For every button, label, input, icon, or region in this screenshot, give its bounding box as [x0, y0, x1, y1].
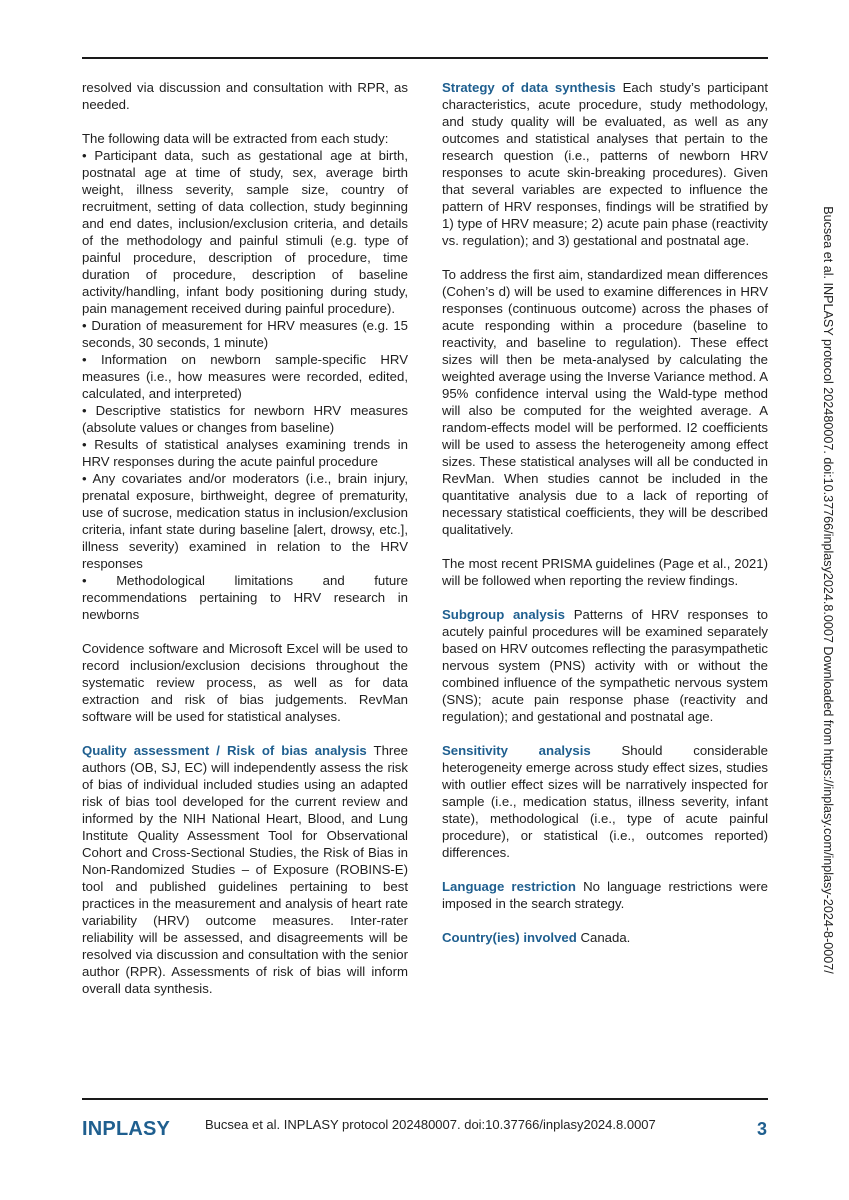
- inplasy-logo: INPLASY: [82, 1118, 171, 1140]
- section-heading: Quality assessment / Risk of bias analysis: [82, 743, 367, 758]
- top-rule: [82, 57, 768, 59]
- section-body: Canada.: [576, 930, 631, 945]
- left-column: [82, 79, 408, 1014]
- paragraph-first-aim: To address the first aim, standardized mean differences (Cohen’s d) will be used to examine differences in HRV responses (continuous outcome) across the phases of acute responding within a procedure (baseline to reactivity, and baseline to regulation). These effect sizes will then be meta-analysed by calculating the weighted average using the Inverse Variance method. A 95% confidence interval using the Wald-type method will also be computed for the weighted average. A random-effects model will be performed. I2 coefficients will be used to assess the heterogeneity among effect sizes. These statistical analyses will all be conducted in RevMan. When studies cannot be included in the quantitative analysis due to a lack of reporting of necessary statistical coefficients, they will be described qualitatively.: [442, 267, 768, 537]
- section-heading: Strategy of data synthesis: [442, 80, 616, 95]
- section-country: [442, 929, 768, 946]
- bottom-rule: [82, 1098, 768, 1100]
- list-item: • Results of statistical analyses examining trends in HRV responses during the acute painful procedure: [82, 437, 408, 469]
- section-heading: Language restriction: [442, 879, 576, 894]
- list-item: • Participant data, such as gestational age at birth, postnatal age at time of study, sex, average birth weight, illness severity, sample size, country of recruitment, setting of data collection, study beginning and end dates, inclusion/exclusion criteria, and details of the methodology and painful stimuli (e.g. type of painful procedure, description of procedure, time duration of procedure, description of baseline activity/handling, infant body positioning during study, pain management received during painful procedure).: [82, 148, 408, 316]
- section-heading: Subgroup analysis: [442, 607, 566, 622]
- footer-citation: Bucsea et al. INPLASY protocol 202480007. doi:10.37766/inplasy2024.8.0007: [205, 1117, 656, 1132]
- section-heading: Sensitivity analysis: [442, 743, 591, 758]
- paragraph-prisma: The most recent PRISMA guidelines (Page et al., 2021) will be followed when reporting the review findings.: [442, 556, 768, 588]
- right-column: [442, 79, 768, 963]
- section-body: Should considerable heterogeneity emerge across study effect sizes, studies with outlier effect sizes will be narratively inspected for sample (i.e., medication status, illness severity, infant state), methodological (i.e., type of acute painful procedure), or statistical (i.e., outcomes reported) differences.: [442, 743, 768, 860]
- extraction-list: [82, 147, 408, 623]
- section-body: Patterns of HRV responses to acutely painful procedures will be examined separately based on HRV outcomes reflecting the parasympathetic nervous system (PNS) activity with or without the combined influence of the sympathetic nervous system (SNS); acute pain response phase (reactivity and regulation); and gestational and postnatal age.: [442, 607, 768, 724]
- section-language: [442, 878, 768, 912]
- list-item: • Descriptive statistics for newborn HRV measures (absolute values or changes from baseline): [82, 403, 408, 435]
- list-item: • Methodological limitations and future recommendations pertaining to HRV research in newborns: [82, 573, 408, 622]
- list-item: • Any covariates and/or moderators (i.e., brain injury, prenatal exposure, birthweight, degree of prematurity, use of sucrose, medication status in inclusion/exclusion criteria, infant state during baseline [alert, drowsy, etc.], illness severity) examined in relation to the HRV responses: [82, 471, 408, 571]
- paragraph-software: Covidence software and Microsoft Excel will be used to record inclusion/exclusion decisions throughout the systematic review process, as well as for data extraction and risk of bias judgements. RevMan software will be used for statistical analyses.: [82, 641, 408, 724]
- paragraph-extraction-intro: The following data will be extracted from each study:: [82, 131, 389, 146]
- page-number: 3: [757, 1119, 768, 1139]
- paragraph-resolution: resolved via discussion and consultation with RPR, as needed.: [82, 80, 408, 112]
- section-quality-assessment: [82, 742, 408, 997]
- section-body: No language restrictions were imposed in the search strategy.: [442, 879, 768, 911]
- section-body: Each study’s participant characteristics, acute procedure, study methodology, and study quality will be evaluated, as well as any outcomes and statistical analyses that pertain to the research question (i.e., patterns of newborn HRV responses to acute skin-breaking procedures). Given that several variables are expected to influence the pattern of HRV responses, findings will be stratified by 1) type of HRV measure; 2) acute pain phase (reactivity vs. regulation); and 3) gestational and postnatal age.: [442, 80, 768, 248]
- side-download-notice: [818, 70, 838, 1110]
- section-heading: Country(ies) involved: [442, 930, 577, 945]
- list-item: • Duration of measurement for HRV measures (e.g. 15 seconds, 30 seconds, 1 minute): [82, 318, 408, 350]
- section-sensitivity: [442, 742, 768, 861]
- list-item: • Information on newborn sample-specific HRV measures (i.e., how measures were recorded, edited, calculated, and interpreted): [82, 352, 408, 401]
- section-body: Three authors (OB, SJ, EC) will independently assess the risk of bias of individual included studies using an adapted risk of bias tool developed for the current review and informed by the NIH National Heart, Blood, and Lung Institute Quality Assessment Tool for Observational Cohort and Cross-Sectional Studies, the Risk of Bias in Non-Randomized Studies – of Exposure (ROBINS-E) tool and published guidelines pertaining to best practices in the measurement and analysis of heart rate variability (HRV) outcome measures. Inter-rater reliability will be assessed, and disagreements will be resolved via discussion and consultation with the senior author (RPR). Assessments of risk of bias will inform overall data synthesis.: [82, 743, 408, 996]
- section-subgroup: [442, 606, 768, 725]
- section-strategy: [442, 79, 768, 249]
- side-download-text: Bucsea et al. INPLASY protocol 202480007. doi:10.37766/inplasy2024.8.0007 Downloaded from https://inplasy.com/inplasy-2024-8-0007/: [821, 206, 835, 974]
